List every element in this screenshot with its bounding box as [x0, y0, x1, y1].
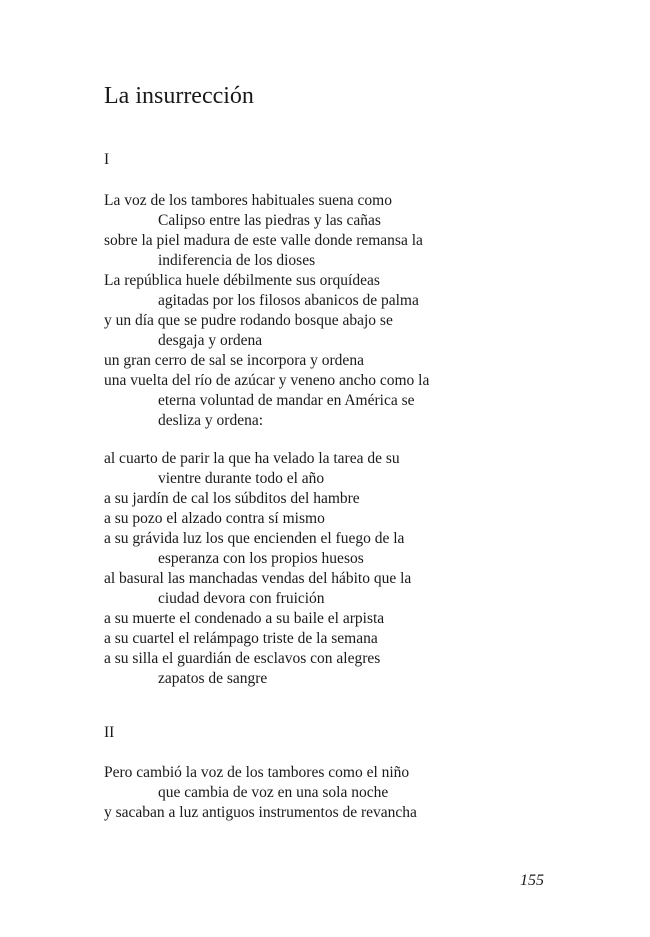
verse-line: eterna voluntad de mandar en América se	[158, 392, 415, 409]
section-numeral: II	[104, 724, 115, 741]
section-numeral: I	[104, 151, 110, 168]
verse-line: La voz de los tambores habituales suena como	[104, 192, 392, 209]
verse-line: sobre la piel madura de este valle donde remansa la	[104, 232, 423, 249]
verse-line: a su cuartel el relámpago triste de la semana	[104, 630, 378, 647]
verse-line: esperanza con los propios huesos	[158, 550, 364, 567]
verse-line: y un día que se pudre rodando bosque abajo se	[104, 312, 393, 329]
verse-line: que cambia de voz en una sola noche	[158, 784, 389, 801]
verse-line: ciudad devora con fruición	[158, 590, 325, 607]
poem-title: La insurrección	[104, 83, 254, 109]
verse-line: al cuarto de parir la que ha velado la tarea de su	[104, 450, 400, 467]
verse-line: zapatos de sangre	[158, 670, 268, 687]
verse-line: desgaja y ordena	[158, 332, 263, 349]
verse-line: agitadas por los filosos abanicos de palma	[158, 292, 419, 309]
verse-line: y sacaban a luz antiguos instrumentos de revancha	[104, 804, 417, 821]
verse-line: Calipso entre las piedras y las cañas	[158, 212, 381, 229]
verse-line: vientre durante todo el año	[158, 470, 325, 487]
stanza	[104, 191, 534, 431]
stanza	[104, 449, 534, 689]
verse-line: indiferencia de los dioses	[158, 252, 316, 269]
verse-line: La república huele débilmente sus orquídeas	[104, 272, 380, 289]
verse-line: una vuelta del río de azúcar y veneno ancho como la	[104, 372, 430, 389]
verse-line: a su jardín de cal los súbditos del hambre	[104, 490, 360, 507]
verse-line: un gran cerro de sal se incorpora y ordena	[104, 352, 364, 369]
stanza	[104, 763, 534, 823]
section-one	[104, 150, 534, 689]
verse-line: a su silla el guardián de esclavos con alegres	[104, 650, 381, 667]
verse-line: desliza y ordena:	[158, 412, 264, 429]
page-number: 155	[520, 872, 544, 889]
verse-line: a su pozo el alzado contra sí mismo	[104, 510, 325, 527]
section-two	[104, 723, 534, 823]
verse-line: a su muerte el condenado a su baile el arpista	[104, 610, 385, 627]
verse-line: a su grávida luz los que encienden el fuego de la	[104, 530, 405, 547]
verse-line: Pero cambió la voz de los tambores como el niño	[104, 764, 410, 781]
verse-line: al basural las manchadas vendas del hábito que la	[104, 570, 412, 587]
